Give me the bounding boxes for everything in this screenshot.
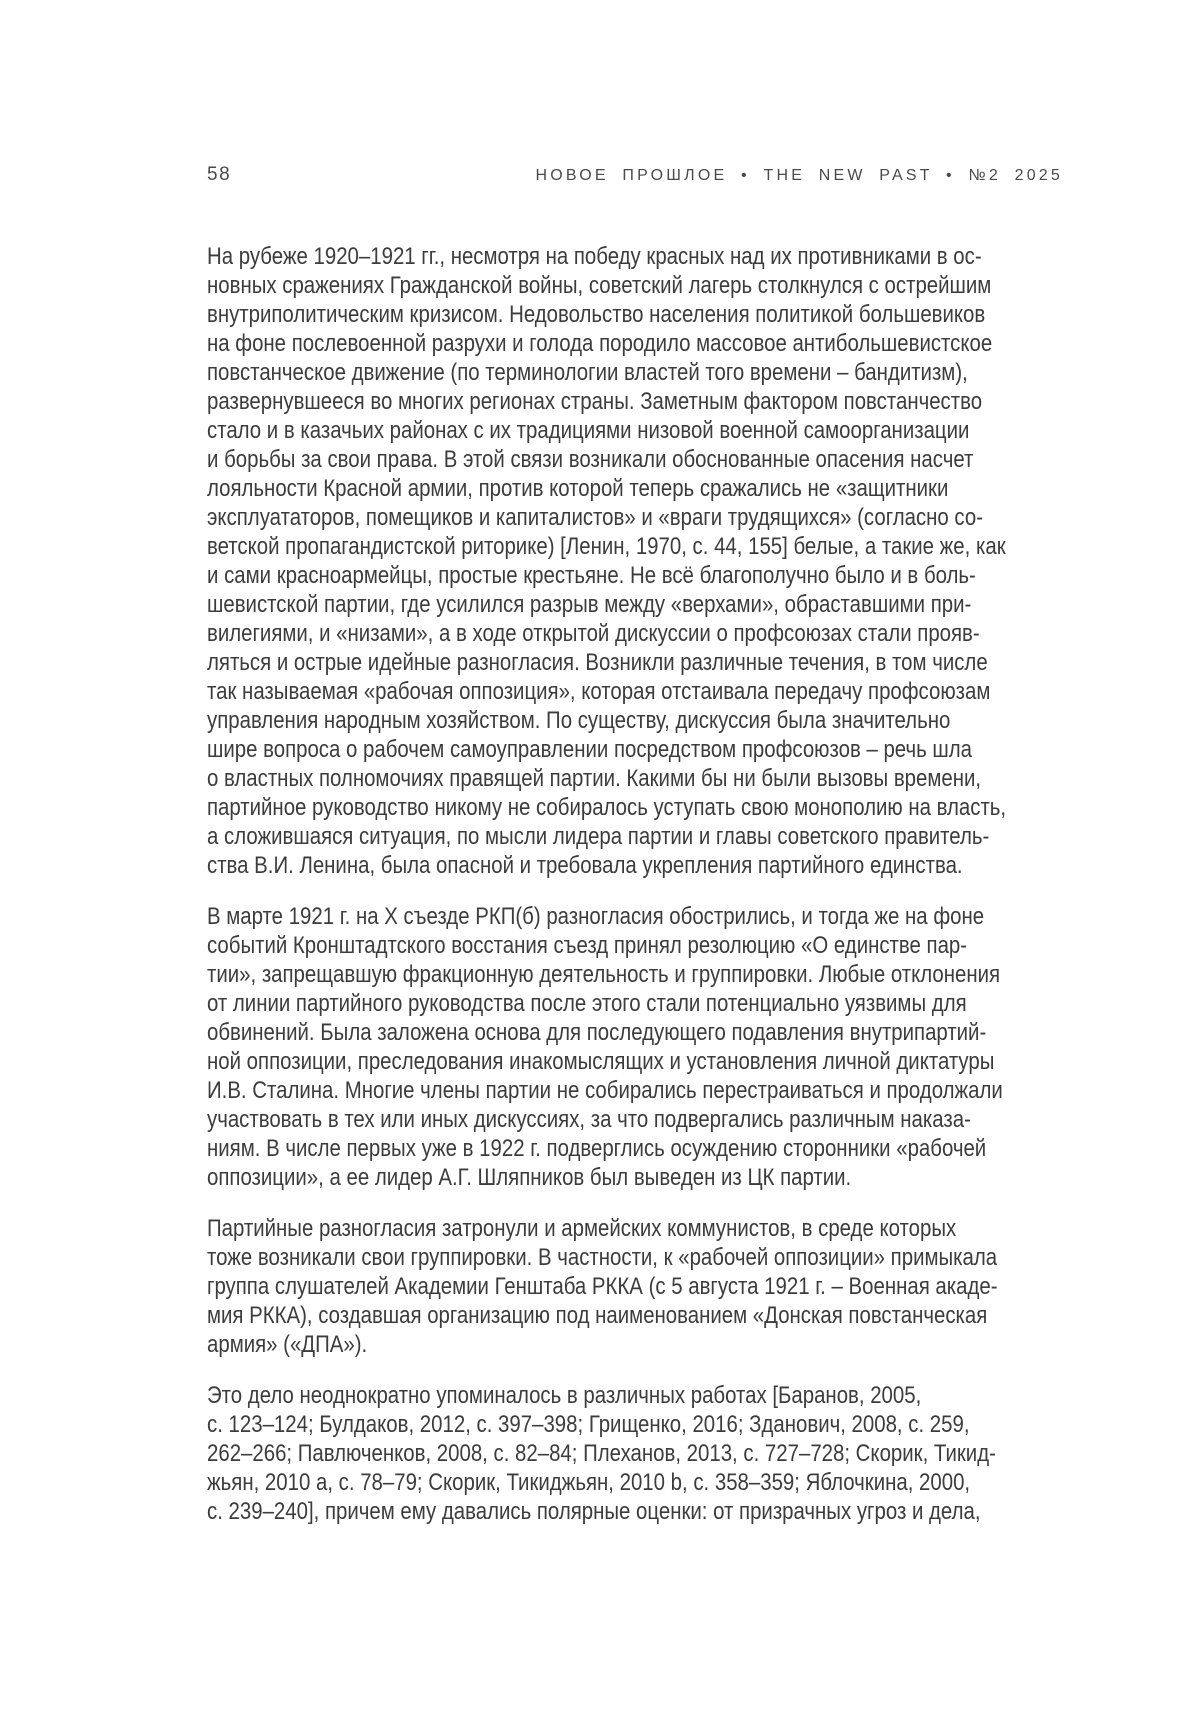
text-line: управления народным хозяйством. По существу, дискуссия была значительно (207, 707, 951, 734)
paragraph (207, 242, 1063, 880)
text-line: ниям. В числе первых уже в 1922 г. подверглись осуждению сторонники «рабочей (207, 1135, 987, 1162)
text-line: повстанческое движение (по терминологии властей того времени – бандитизм), (207, 359, 968, 386)
text-line: эксплуататоров, помещиков и капиталистов» и «враги трудящихся» (согласно со- (207, 504, 983, 531)
text-line: армия» («ДПА»). (207, 1331, 368, 1358)
text-line: развернувшееся во многих регионах страны. Заметным фактором повстанчество (207, 388, 983, 415)
text-line: тоже возникали свои группировки. В частности, к «рабочей оппозиции» примыкала (207, 1244, 998, 1271)
paragraph (207, 1381, 1063, 1526)
text-line: вилегиями, и «низами», а в ходе открытой дискуссии о профсоюзах стали прояв- (207, 620, 980, 647)
text-line: В марте 1921 г. на X съезде РКП(б) разногласия обострились, и тогда же на фоне (207, 903, 985, 930)
text-line: с. 239–240], причем ему давались полярные оценки: от призрачных угроз и дела, (207, 1498, 981, 1525)
text-line: и борьбы за свои права. В этой связи возникали обоснованные опасения насчет (207, 446, 974, 473)
text-line: шире вопроса о рабочем самоуправлении посредством профсоюзов – речь шла (207, 736, 973, 763)
text-line: ветской пропагандистской риторике) [Ленин, 1970, с. 44, 155] белые, а такие же, как (207, 533, 1006, 560)
text-line: На рубеже 1920–1921 гг., несмотря на победу красных над их противниками в ос- (207, 243, 982, 270)
text-line: от линии партийного руководства после этого стали потенциально уязвимы для (207, 990, 967, 1017)
text-line: И.В. Сталина. Многие члены партии не собирались перестраиваться и продолжали (207, 1077, 1003, 1104)
text-line: внутриполитическим кризисом. Недовольство населения политикой большевиков (207, 301, 986, 328)
text-line: мия РККА), создавшая организацию под наименованием «Донская повстанческая (207, 1302, 988, 1329)
paragraph (207, 1214, 1063, 1359)
text-line: на фоне послевоенной разрухи и голода породило массовое антибольшевистское (207, 330, 993, 357)
page-number: 58 (207, 164, 232, 185)
text-line: с. 123–124; Булдаков, 2012, с. 397–398; Грищенко, 2016; Зданович, 2008, с. 259, (207, 1411, 970, 1438)
text-line: жьян, 2010 a, с. 78–79; Скорик, Тикиджьян, 2010 b, с. 358–359; Яблочкина, 2000, (207, 1469, 971, 1496)
text-line: ной оппозиции, преследования инакомыслящих и установления личной диктатуры (207, 1048, 995, 1075)
text-line: о властных полномочиях правящей партии. Какими бы ни были вызовы времени, (207, 765, 982, 792)
text-line: 262–266; Павлюченков, 2008, с. 82–84; Плеханов, 2013, с. 727–728; Скорик, Тикид- (207, 1440, 996, 1467)
text-line: оппозиции», а ее лидер А.Г. Шляпников был выведен из ЦК партии. (207, 1164, 852, 1191)
text-line: тии», запрещавшую фракционную деятельность и группировки. Любые отклонения (207, 961, 1001, 988)
article-body (207, 242, 1063, 1548)
text-line: обвинений. Была заложена основа для последующего подавления внутрипартий- (207, 1019, 987, 1046)
text-line: Это дело неоднократно упоминалось в различных работах [Баранов, 2005, (207, 1382, 922, 1409)
text-line: участвовать в тех или иных дискуссиях, за что подвергались различным наказа- (207, 1106, 971, 1133)
text-line: лояльности Красной армии, против которой теперь сражались не «защитники (207, 475, 949, 502)
text-line: партийное руководство никому не собиралось уступать свою монополию на власть, (207, 794, 1007, 821)
text-line: ляться и острые идейные разногласия. Возникли различные течения, в том числе (207, 649, 988, 676)
text-line: событий Кронштадтского восстания съезд принял резолюцию «О единстве пар- (207, 932, 968, 959)
page-header (207, 164, 1063, 186)
text-line: так называемая «рабочая оппозиция», которая отстаивала передачу профсоюзам (207, 678, 991, 705)
journal-title: НОВОЕ ПРОШЛОЕ • THE NEW PAST • №2 2025 (535, 167, 1063, 184)
text-line: ства В.И. Ленина, была опасной и требовала укрепления партийного единства. (207, 852, 963, 879)
text-line: шевистской партии, где усилился разрыв между «верхами», обраставшими при- (207, 591, 972, 618)
paragraph (207, 902, 1063, 1192)
text-line: а сложившаяся ситуация, по мысли лидера партии и главы советского правитель- (207, 823, 990, 850)
text-line: и сами красноармейцы, простые крестьяне. Не всё благополучно было и в боль- (207, 562, 976, 589)
text-line: группа слушателей Академии Генштаба РККА (с 5 августа 1921 г. – Военная акаде- (207, 1273, 998, 1300)
text-line: стало и в казачьих районах с их традициями низовой военной самоорганизации (207, 417, 970, 444)
text-line: Партийные разногласия затронули и армейских коммунистов, в среде которых (207, 1215, 957, 1242)
text-line: новных сражениях Гражданской войны, советский лагерь столкнулся с острейшим (207, 272, 992, 299)
